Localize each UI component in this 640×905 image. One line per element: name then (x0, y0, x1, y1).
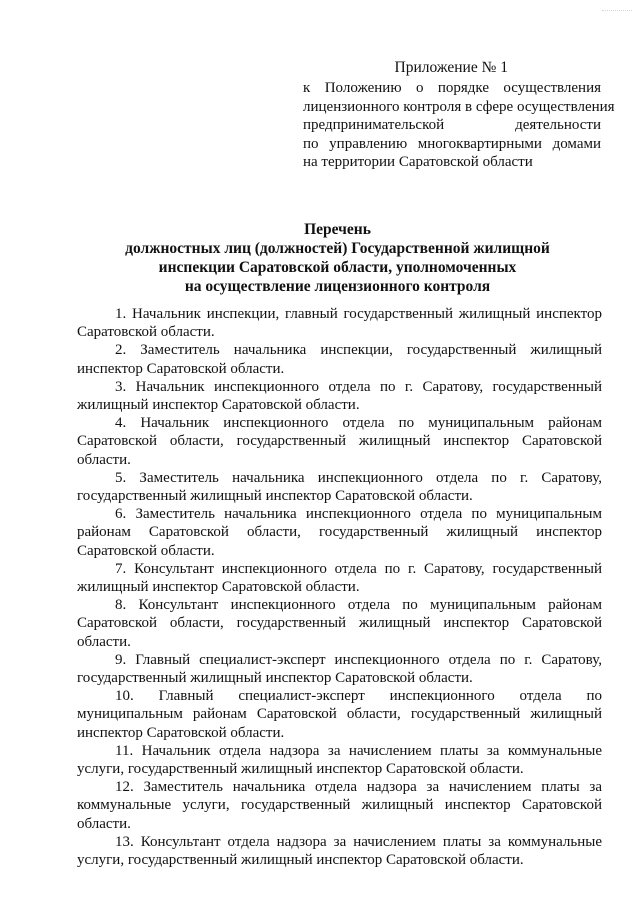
appendix-line: по управлению многоквартирными домами (303, 135, 601, 152)
list-item: 4. Начальник инспекционного отдела по муниципальным районам Саратовской области, государственный жилищный инспектор Саратовской области. (77, 415, 602, 468)
appendix-block (303, 59, 615, 171)
list-item: 5. Заместитель начальника инспекционного отдела по г. Саратову, государственный жилищный инспектор Саратовской области. (77, 469, 602, 505)
list-item: 6. Заместитель начальника инспекционного отдела по муниципальным районам Саратовской области, государственный жилищный инспектор Саратовской области. (77, 506, 602, 559)
appendix-line: к Положению о порядке осуществления (303, 80, 601, 97)
officials-list (77, 305, 602, 869)
appendix-line: на территории Саратовской области (303, 154, 533, 171)
list-item: 2. Заместитель начальника инспекции, государственный жилищный инспектор Саратовской области. (77, 342, 602, 377)
list-item: 9. Главный специалист-эксперт инспекционного отдела по г. Саратову, государственный жилищный инспектор Саратовской области. (77, 651, 602, 687)
list-item: 11. Начальник отдела надзора за начислением платы за коммунальные услуги, государственный жилищный инспектор Саратовской области. (77, 742, 602, 778)
appendix-line: предпринимательской деятельности (303, 117, 601, 134)
list-item: 1. Начальник инспекции, главный государственный жилищный инспектор Саратовской области. (77, 306, 602, 341)
heading-line: на осуществление лицензионного контроля (184, 278, 491, 295)
list-item: 3. Начальник инспекционного отдела по г. Саратову, государственный жилищный инспектор Саратовской области. (77, 378, 602, 414)
appendix-title: Приложение № 1 (394, 59, 508, 76)
heading-line: должностных лиц (должностей) Государственной жилищной (125, 240, 550, 257)
document-heading (60, 220, 615, 296)
list-item: 12. Заместитель начальника отдела надзора за начислением платы за коммунальные услуги, государственный жилищный инспектор Саратовской области. (77, 779, 602, 832)
list-item: 13. Консультант отдела надзора за начислением платы за коммунальные услуги, государственный жилищный инспектор Саратовской области. (77, 833, 602, 869)
heading-title: Перечень (304, 221, 371, 238)
appendix-line: лицензионного контроля в сфере осуществления (303, 98, 615, 115)
heading-line: инспекции Саратовской области, уполномоченных (158, 259, 517, 276)
list-item: 10. Главный специалист-эксперт инспекционного отдела по муниципальным районам Саратовской области, государственный жилищный инспектор Саратовской области. (77, 688, 602, 741)
scan-artifact (602, 0, 632, 11)
list-item: 7. Консультант инспекционного отдела по г. Саратову, государственный жилищный инспектор Саратовской области. (77, 560, 602, 596)
list-item: 8. Консультант инспекционного отдела по муниципальным районам Саратовской области, государственный жилищный инспектор Саратовской области. (77, 597, 602, 650)
